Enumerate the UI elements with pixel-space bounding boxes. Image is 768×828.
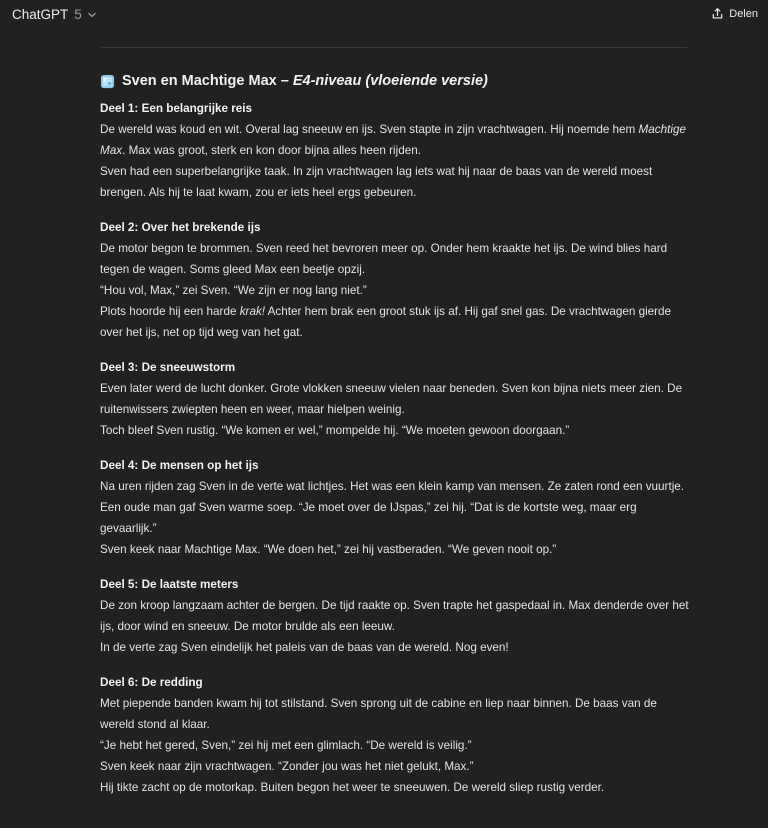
paragraph: Sven keek naar Machtige Max. “We doen het,” zei hij vastberaden. “We geven nooit op.” [100,543,557,556]
model-switcher-button[interactable] [8,4,101,25]
section-heading: Deel 4: De mensen op het ijs [100,459,259,472]
paragraph: Een oude man gaf Sven warme soep. “Je moet over de IJspas,” zei hij. “Dat is de kortste weg, maar erg gevaarlijk.” [100,501,637,535]
paragraph [100,119,690,161]
message-divider [101,47,687,48]
paragraph: Na uren rijden zag Sven in de verte wat lichtjes. Het was een klein kamp van mensen. Ze zaten rond een vuurtje. [100,480,685,493]
section-heading: Deel 1: Een belangrijke reis [100,102,253,115]
emphasis-text: krak! [239,305,266,318]
ice-cube-icon [100,74,115,89]
section-heading: Deel 2: Over het brekende ijs [100,221,261,234]
story-section [100,357,690,441]
paragraph: Toch bleef Sven rustig. “We komen er wel,” mompelde hij. “We moeten gewoon doorgaan.” [100,424,570,437]
model-version: 5 [74,7,82,22]
top-bar [0,0,768,30]
story-title-row [100,69,690,93]
assistant-message [100,69,690,812]
emphasis-text: Machtige Max [100,123,686,157]
text-span: . Max was groot, sterk en kon door bijna alles heen rijden. [122,144,421,157]
chevron-down-icon [87,10,97,20]
title-separator: – [276,73,293,89]
paragraph: Even later werd de lucht donker. Grote vlokken sneeuw vielen naar beneden. Sven kon bijna niets meer zien. De ruitenwissers zwiepten heen en weer, maar hielpen weinig. [100,382,683,416]
story-section [100,217,690,343]
model-name: ChatGPT [12,7,69,22]
paragraph: Sven keek naar zijn vrachtwagen. “Zonder jou was het niet gelukt, Max.” [100,760,474,773]
paragraph: Met piepende banden kwam hij tot stilstand. Sven sprong uit de cabine en liep naar binnen. De baas van de wereld stond al klaar. [100,697,657,731]
section-heading: Deel 6: De redding [100,676,203,689]
share-label: Delen [729,7,758,20]
paragraph [100,301,690,343]
paragraph: De zon kroop langzaam achter de bergen. De tijd raakte op. Sven trapte het gaspedaal in. Max denderde over het ijs, door wind en sneeuw. De motor brulde als een leeuw. [100,599,689,633]
title-main: Sven en Machtige Max [122,73,277,89]
paragraph: Hij tikte zacht op de motorkap. Buiten begon het weer te sneeuwen. De wereld sliep rustig verder. [100,781,605,794]
story-section [100,574,690,658]
text-span: Achter hem brak een groot stuk ijs af. Hij gaf snel gas. De vrachtwagen gierde over het ijs, net op tijd weg van het gat. [100,305,672,339]
story-title [122,73,488,89]
section-heading: Deel 3: De sneeuwstorm [100,361,236,374]
story-section [100,455,690,560]
paragraph: De motor begon te brommen. Sven reed het bevroren meer op. Onder hem kraakte het ijs. De wind blies hard tegen de wagen. Soms gleed Max een beetje opzij. [100,242,668,276]
text-span: De wereld was koud en wit. Overal lag sneeuw en ijs. Sven stapte in zijn vrachtwagen. Hij noemde hem [100,123,639,136]
section-heading: Deel 5: De laatste meters [100,578,239,591]
paragraph: “Je hebt het gered, Sven,” zei hij met een glimlach. “De wereld is veilig.” [100,739,472,752]
text-span: Plots hoorde hij een harde [100,305,240,318]
paragraph: “Hou vol, Max,” zei Sven. “We zijn er nog lang niet.” [100,284,367,297]
paragraph: In de verte zag Sven eindelijk het paleis van de baas van de wereld. Nog even! [100,641,509,654]
story-section [100,98,690,203]
share-icon [711,7,724,20]
title-level: E4-niveau (vloeiende versie) [292,73,488,89]
story-section [100,672,690,798]
share-button[interactable] [707,5,762,22]
paragraph: Sven had een superbelangrijke taak. In zijn vrachtwagen lag iets wat hij naar de baas van de wereld moest brengen. Als hij te laat kwam, zou er iets heel ergs gebeuren. [100,165,653,199]
